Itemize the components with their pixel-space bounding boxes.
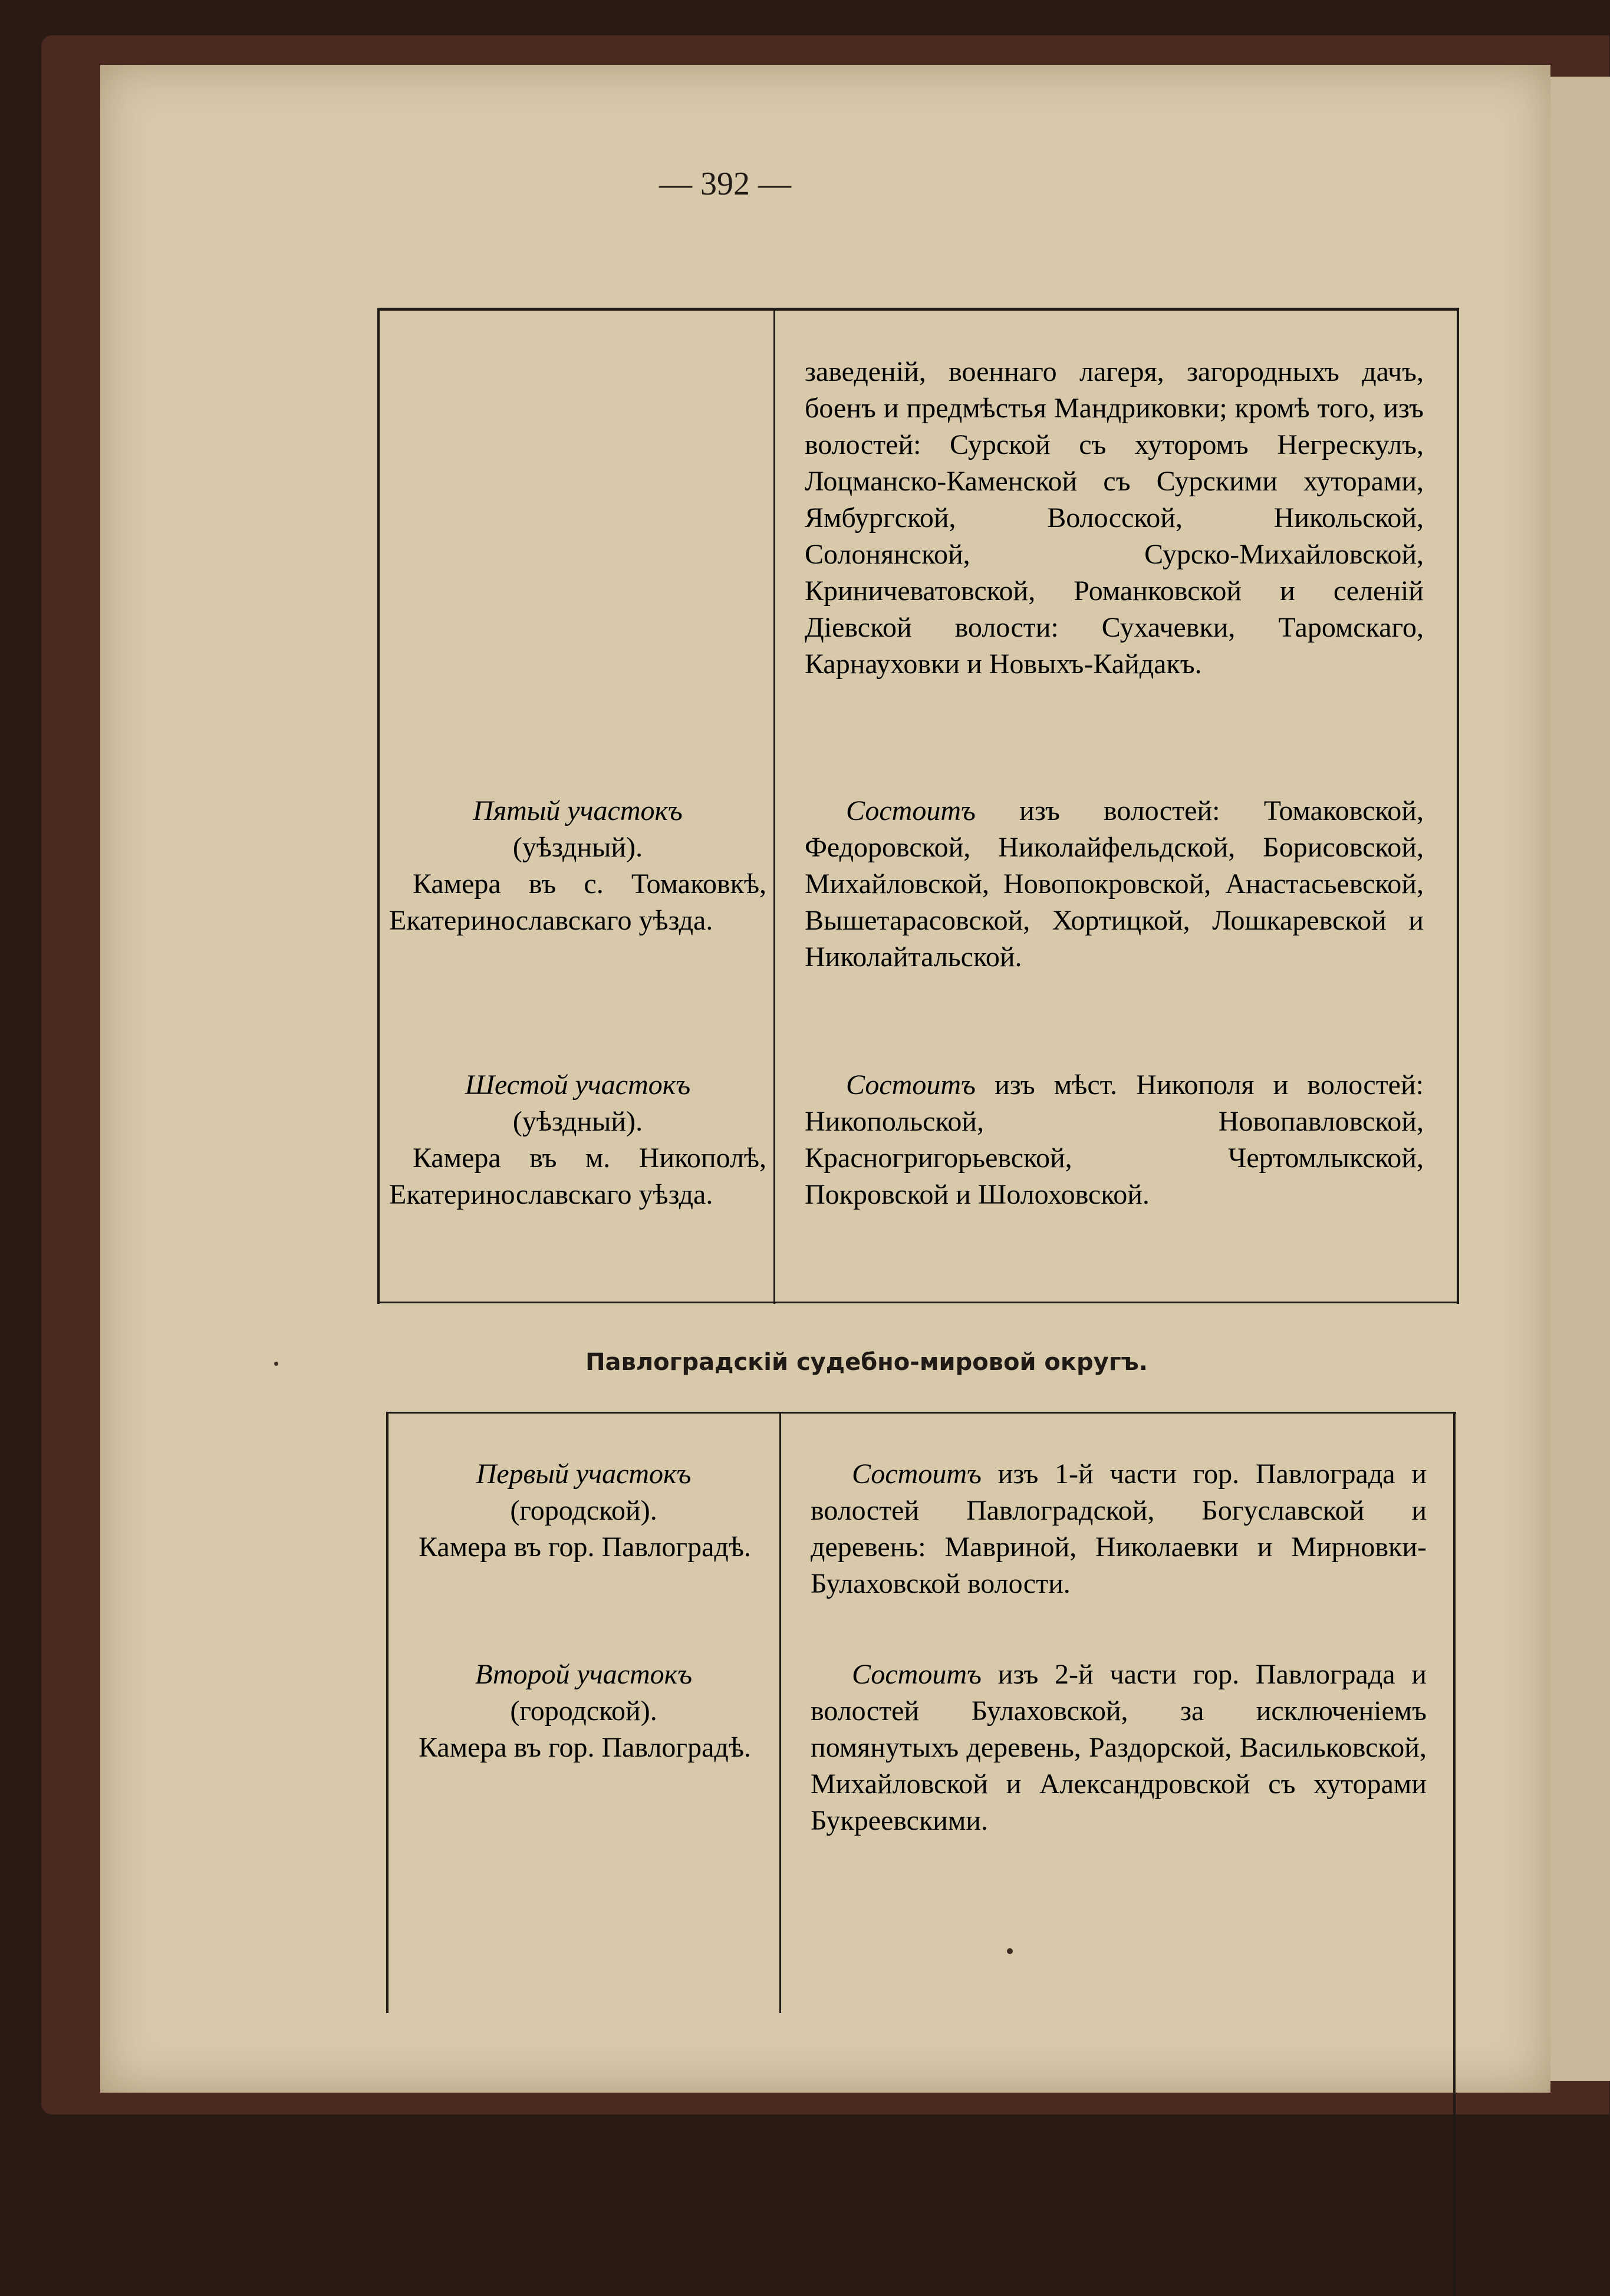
section-heading: Павлоградскій судебно-мировой округъ. — [585, 1349, 1148, 1376]
district-entry-right — [805, 1067, 1424, 1213]
district-kind: (уѣздный). — [512, 1106, 643, 1137]
district-entry-left — [389, 793, 766, 939]
continuation-text — [805, 354, 1424, 683]
section-divider-bottom — [386, 1412, 1456, 1414]
district-lead: Состоитъ — [846, 1069, 976, 1101]
district-composition: изъ 2-й части гор. Павлограда и волостей Булаховской, за исключеніемъ помянутыхъ деревень, Раздорской, Васильковской, Михайловской и Александровской съ хуторами Букреевскими. — [811, 1659, 1427, 1836]
district-title: Первый участокъ — [476, 1458, 692, 1490]
district-lead: Состоитъ — [852, 1659, 982, 1690]
district-kind: (уѣздный). — [512, 832, 643, 863]
district-entry-right — [805, 793, 1424, 976]
facing-page-edge — [1545, 77, 1610, 2081]
district-title: Пятый участокъ — [473, 795, 683, 826]
district-entry-right — [811, 1656, 1427, 1839]
district-composition: изъ 1-й части гор. Павлограда и волостей Павлоградской, Богуславской и деревень: Мавриной, Николаевки и Мирновки-Булаховской волости. — [811, 1458, 1427, 1599]
district-composition: изъ волостей: Томаковской, Федоровской, Николайфельдской, Борисовской, Михайловской, Новопокровской, Анастасьевской, Вышетарасовской, Хортицкой, Лошкаревской и Николайтальской. — [805, 795, 1424, 973]
table-right-rule-upper — [1457, 308, 1459, 1304]
district-chamber: Камера въ м. Никополѣ, Екатеринославскаго уѣзда. — [389, 1142, 766, 1210]
district-entry-left — [389, 1067, 766, 1213]
continuation-body: заведеній, военнаго лагеря, загородныхъ дачъ, боенъ и предмѣстья Мандриковки; кромѣ того, изъ волостей: Сурской съ хуторомъ Негрескулъ, Лоцманско-Каменской съ Сурскими хуторами, Ямбургской, Волосской, Никольской, Солонянской, Сурско-Михайловской, Криничеватовской, Романковской и селеній Діевской волости: Сухачевки, Таромскаго, Карнауховки и Новыхъ-Кайдакъ. — [805, 356, 1424, 680]
ink-speck — [274, 1362, 278, 1366]
district-title: Второй участокъ — [475, 1659, 693, 1690]
district-entry-left — [395, 1656, 772, 1766]
section-divider-top — [377, 1302, 1459, 1303]
district-lead: Состоитъ — [852, 1458, 982, 1490]
table-right-rule-lower — [1453, 1412, 1456, 2296]
district-chamber: Камера въ гор. Павлоградѣ. — [419, 1732, 751, 1763]
district-chamber: Камера въ гор. Павлоградѣ. — [419, 1531, 751, 1563]
column-divider-lower — [779, 1412, 781, 2013]
district-entry-right — [811, 1456, 1427, 1602]
column-divider-upper — [773, 308, 775, 1304]
page-number: — 392 — — [659, 166, 791, 202]
ink-speck — [1007, 1948, 1013, 1954]
district-title: Шестой участокъ — [465, 1069, 691, 1101]
district-composition: изъ мѣст. Никополя и волостей: Никопольской, Новопавловской, Красногригорьевской, Чертомлыкской, Покровской и Шолоховской. — [805, 1069, 1424, 1210]
district-chamber: Камера въ с. Томаковкѣ, Екатеринославскаго уѣзда. — [389, 868, 766, 936]
district-entry-left — [395, 1456, 772, 1566]
table-top-rule — [377, 308, 1459, 311]
table-left-rule-upper — [377, 308, 380, 1304]
district-kind: (городской). — [510, 1495, 657, 1526]
district-lead: Состоитъ — [846, 795, 976, 826]
district-kind: (городской). — [510, 1695, 657, 1727]
table-left-rule-lower — [386, 1412, 388, 2013]
